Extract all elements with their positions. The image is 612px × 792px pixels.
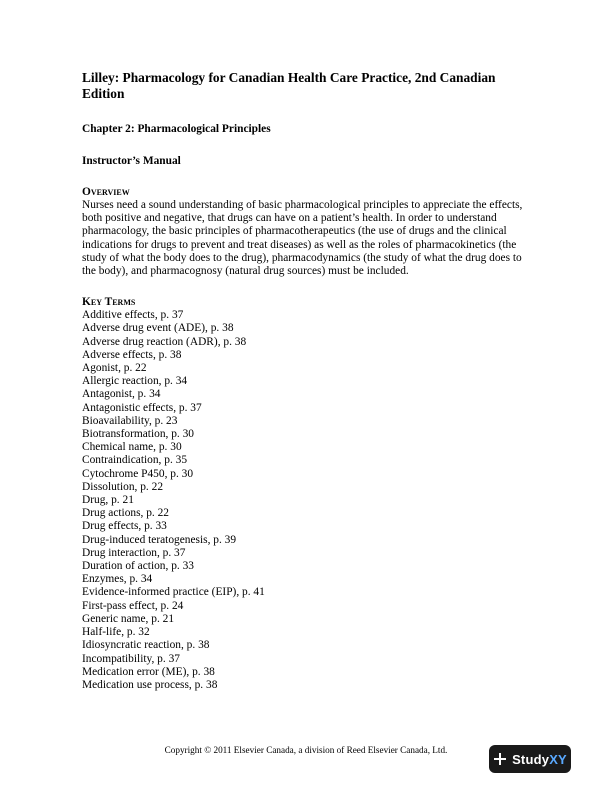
key-terms-list — [82, 309, 532, 692]
key-term-item: Medication use process, p. 38 — [82, 678, 218, 691]
key-term-item: Contraindication, p. 35 — [82, 454, 188, 467]
key-term-item: Adverse effects, p. 38 — [82, 348, 182, 361]
key-term-item: Dissolution, p. 22 — [82, 480, 164, 493]
badge-brand-accent: XY — [549, 751, 567, 767]
badge-brand — [512, 752, 567, 767]
book-title: Lilley: Pharmacology for Canadian Health Care Practice, 2nd Canadian Edition — [82, 70, 496, 101]
key-term-item: Allergic reaction, p. 34 — [82, 375, 188, 388]
key-term-item: Antagonist, p. 34 — [82, 388, 161, 401]
key-term-item: Generic name, p. 21 — [82, 612, 175, 625]
overview-paragraph: Nurses need a sound understanding of basic pharmacological principles to appreciate the effects, both positive and negative, that drugs can have on a patient’s health. In order to understand pharmacology, the basic principles of pharmacotherapeutics (the use of drugs and the clinical indications for drugs to prevent and treat diseases) as well as the roles of pharmacokinetics (the study of what the body does to the drug), pharmacodynamics (the study of what the drug does to the body), and pharmacognosy (natural drug sources) must be included. — [82, 199, 523, 278]
key-term-item: Idiosyncratic reaction, p. 38 — [82, 639, 210, 652]
key-term-item: Drug interaction, p. 37 — [82, 546, 186, 559]
key-term-item: Cytochrome P450, p. 30 — [82, 467, 194, 480]
plus-icon — [493, 752, 507, 766]
key-term-item: Evidence-informed practice (EIP), p. 41 — [82, 586, 265, 599]
key-term-item: Half-life, p. 32 — [82, 626, 150, 639]
document-page — [82, 70, 532, 692]
key-term-item: Biotransformation, p. 30 — [82, 428, 194, 441]
key-term-item: Medication error (ME), p. 38 — [82, 665, 215, 678]
key-term-item: Agonist, p. 22 — [82, 362, 147, 375]
key-term-item: Drug-induced teratogenesis, p. 39 — [82, 533, 237, 546]
key-term-item: Bioavailability, p. 23 — [82, 414, 178, 427]
manual-label: Instructor’s Manual — [82, 155, 181, 167]
key-terms-heading: Key Terms — [82, 296, 136, 309]
key-term-item: Drug, p. 21 — [82, 494, 134, 507]
key-term-item: Enzymes, p. 34 — [82, 573, 153, 586]
key-term-item: Drug actions, p. 22 — [82, 507, 169, 520]
key-term-item: Antagonistic effects, p. 37 — [82, 401, 202, 414]
key-term-item: Adverse drug event (ADE), p. 38 — [82, 322, 234, 335]
copyright-footer: Copyright © 2011 Elsevier Canada, a division of Reed Elsevier Canada, Ltd. — [164, 745, 448, 755]
key-term-item: Adverse drug reaction (ADR), p. 38 — [82, 335, 247, 348]
key-term-item: Additive effects, p. 37 — [82, 309, 184, 322]
studyxy-badge[interactable] — [489, 745, 571, 773]
key-term-item: Incompatibility, p. 37 — [82, 652, 180, 665]
chapter-title: Chapter 2: Pharmacological Principles — [82, 123, 271, 135]
badge-brand-main: Study — [512, 751, 550, 767]
key-term-item: Duration of action, p. 33 — [82, 560, 194, 573]
overview-heading: Overview — [82, 186, 130, 198]
key-term-item: First-pass effect, p. 24 — [82, 599, 184, 612]
key-term-item: Drug effects, p. 33 — [82, 520, 167, 533]
key-term-item: Chemical name, p. 30 — [82, 441, 182, 454]
